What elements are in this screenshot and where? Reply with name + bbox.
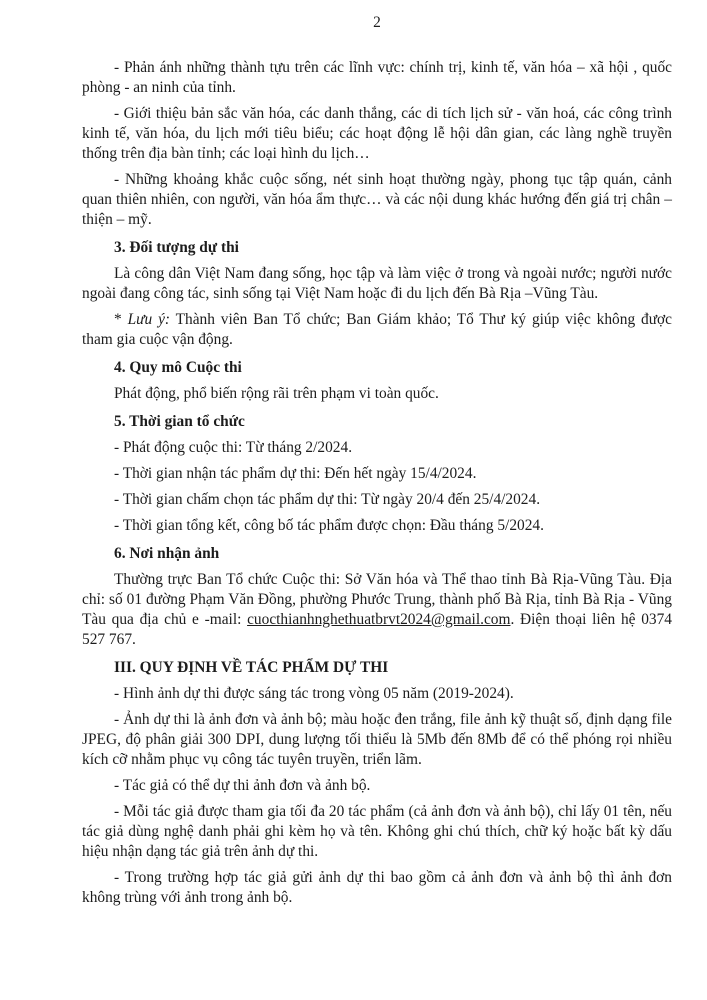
rule-item-quantity: - Mỗi tác giả được tham gia tối đa 20 tác phẩm (cả ảnh đơn và ảnh bộ), chỉ lấy 01 tên, nếu tác giả dùng nghệ danh phải ghi kèm họ và tên. Không ghi chú thích, chữ ký hoặc bất kỳ dấu hiệu nhận dạng tác giả trên ảnh dự thi.	[82, 803, 672, 860]
timeline-item-launch: - Phát động cuộc thi: Từ tháng 2/2024.	[114, 439, 353, 456]
timeline-item-judging: - Thời gian chấm chọn tác phẩm dự thi: Từ ngày 20/4 đến 25/4/2024.	[114, 491, 541, 508]
note-text: Thành viên Ban Tổ chức; Ban Giám khảo; Tổ Thư ký giúp việc không được tham gia cuộc vận động.	[82, 311, 673, 348]
heading-section-3: 3. Đối tượng dự thi	[114, 239, 239, 256]
document-body	[82, 58, 672, 908]
page-number: 2	[373, 14, 381, 31]
paragraph-topics-culture: - Giới thiệu bản sắc văn hóa, các danh thắng, các di tích lịch sử - văn hoá, các công trình kinh tế, văn hóa, du lịch mới tiêu biểu; các hoạt động lễ hội dân gian, các làng nghề truyền thống trên địa bàn tỉnh; các loại hình du lịch…	[82, 105, 672, 162]
rule-item-entry-types: - Tác giả có thể dự thi ảnh đơn và ảnh bộ.	[114, 777, 371, 794]
contact-text-before: Thường trực Ban Tổ chức Cuộc thi: Sở Văn hóa và Thể thao tỉnh Bà Rịa-Vũng Tàu. Địa chỉ: số 01 đường Phạm Văn Đồng, phường Phước Trung, thành phố Bà Rịa, tỉnh Bà Rịa - Vũng Tàu qua địa chủ e -mail:	[82, 571, 672, 628]
rule-item-no-duplicates: - Trong trường hợp tác giả gửi ảnh dự thi bao gồm cả ảnh đơn và ảnh bộ thì ảnh đơn không trùng với ảnh trong ảnh bộ.	[82, 869, 672, 906]
contact-text-after: . Điện thoại liên hệ 0374 527 767.	[82, 611, 672, 648]
rule-item-timeframe: - Hình ảnh dự thi được sáng tác trong vòng 05 năm (2019-2024).	[114, 685, 514, 702]
paragraph-topics-achievements: - Phản ánh những thành tựu trên các lĩnh vực: chính trị, kinh tế, văn hóa – xã hội , quốc phòng - an ninh của tỉnh.	[82, 59, 672, 96]
paragraph-note	[82, 310, 672, 350]
paragraph-contact	[82, 570, 672, 650]
email-link[interactable]: cuocthianhnghethuatbrvt2024@gmail.com	[247, 611, 511, 628]
heading-section-4: 4. Quy mô Cuộc thi	[114, 359, 242, 376]
paragraph-scope: Phát động, phổ biến rộng rãi trên phạm vi toàn quốc.	[114, 385, 439, 402]
timeline-item-submission: - Thời gian nhận tác phẩm dự thi: Đến hết ngày 15/4/2024.	[114, 465, 477, 482]
timeline-item-announcement: - Thời gian tổng kết, công bố tác phẩm được chọn: Đầu tháng 5/2024.	[114, 517, 544, 534]
note-star: *	[114, 311, 128, 328]
note-label: Lưu ý:	[127, 311, 171, 328]
paragraph-eligibility: Là công dân Việt Nam đang sống, học tập và làm việc ở trong và ngoài nước; người nước ngoài đang công tác, sinh sống tại Việt Nam hoặc đi du lịch đến Bà Rịa –Vũng Tàu.	[82, 265, 672, 302]
heading-section-6: 6. Nơi nhận ảnh	[114, 545, 220, 562]
rule-item-format: - Ảnh dự thi là ảnh đơn và ảnh bộ; màu hoặc đen trắng, file ảnh kỹ thuật số, định dạng file JPEG, độ phân giải 300 DPI, dung lượng tối thiểu là 5Mb đến 8Mb để có thể phóng rọi nhiều kích cỡ nhằm phục vụ công tác tuyên truyền, triển lãm.	[82, 711, 672, 768]
paragraph-topics-moments: - Những khoảng khắc cuộc sống, nét sinh hoạt thường ngày, phong tục tập quán, cảnh quan thiên nhiên, con người, văn hóa ẩm thực… và các nội dung khác hướng đến giá trị chân – thiện – mỹ.	[82, 171, 672, 228]
heading-section-5: 5. Thời gian tổ chức	[114, 413, 245, 430]
heading-section-iii: III. QUY ĐỊNH VỀ TÁC PHẨM DỰ THI	[114, 659, 389, 676]
